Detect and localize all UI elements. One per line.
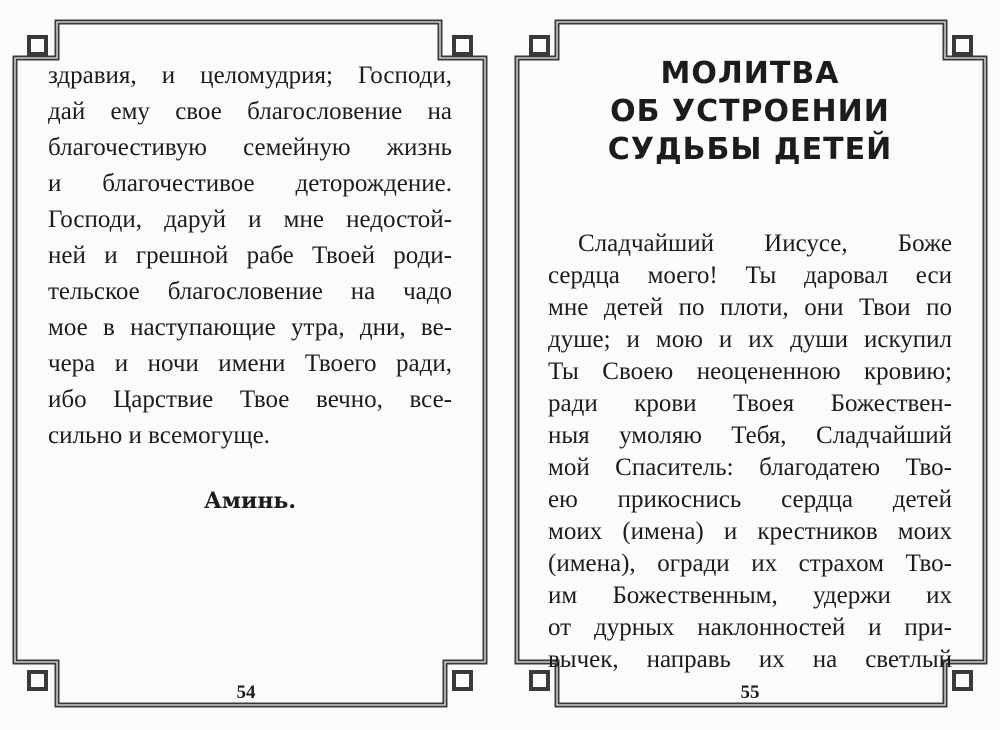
text-line: Господи, даруй и мне недостой- [48, 206, 452, 233]
text-line: мое в наступающие утра, дни, ве- [48, 314, 452, 341]
prayer-title [548, 55, 952, 169]
text-line: ныя умоляю Тебя, Сладчайший [548, 422, 952, 449]
text-line: моих (имена) и крестников моих [548, 518, 952, 545]
text-line: здравия, и целомудрия; Господи, [48, 62, 452, 89]
text-line: им Божественным, удержи их [548, 582, 952, 609]
text-line: душе; и мою и их души искупил [548, 326, 952, 353]
right-page-body [548, 228, 952, 676]
text-line: чера и ночи имени Твоего ради, [48, 350, 452, 377]
amen-heading: Аминь. [203, 488, 297, 514]
page-number: 54 [236, 682, 256, 703]
left-page-body [48, 58, 452, 514]
text-line: мой Спаситель: благодатею Тво- [548, 454, 952, 481]
page-number: 55 [740, 682, 760, 703]
text-line: вычек, направь их на светлый [548, 646, 952, 673]
text-line: сердца моего! Ты даровал еси [548, 262, 952, 289]
title-line: МОЛИТВА [660, 56, 840, 91]
text-line: ради крови Твоея Божествен- [548, 390, 952, 417]
text-line: тельское благословение на чадо [48, 278, 452, 305]
text-line: сильно и всемогуще. [48, 422, 270, 449]
text-line: (имена), огради их страхом Тво- [548, 550, 952, 577]
text-line: от дурных наклонностей и при- [548, 614, 952, 641]
title-line: СУДЬБЫ ДЕТЕЙ [607, 132, 893, 167]
title-line: ОБ УСТРОЕНИИ [610, 94, 890, 129]
text-line: мне детей по плоти, они Твои по [548, 294, 952, 321]
text-line: Сладчайший Иисусе, Боже [578, 230, 952, 257]
text-line: ею прикоснись сердца детей [548, 486, 952, 513]
text-line: ней и грешной рабе Твоей роди- [48, 242, 452, 269]
text-line: ибо Царствие Твое вечно, все- [48, 386, 452, 413]
text-line: благочестивую семейную жизнь [48, 134, 452, 161]
text-line: дай ему свое благословение на [48, 98, 452, 125]
text-line: Ты Своею неоцененною кровию; [548, 358, 952, 385]
text-line: и благочестивое деторождение. [48, 170, 452, 197]
